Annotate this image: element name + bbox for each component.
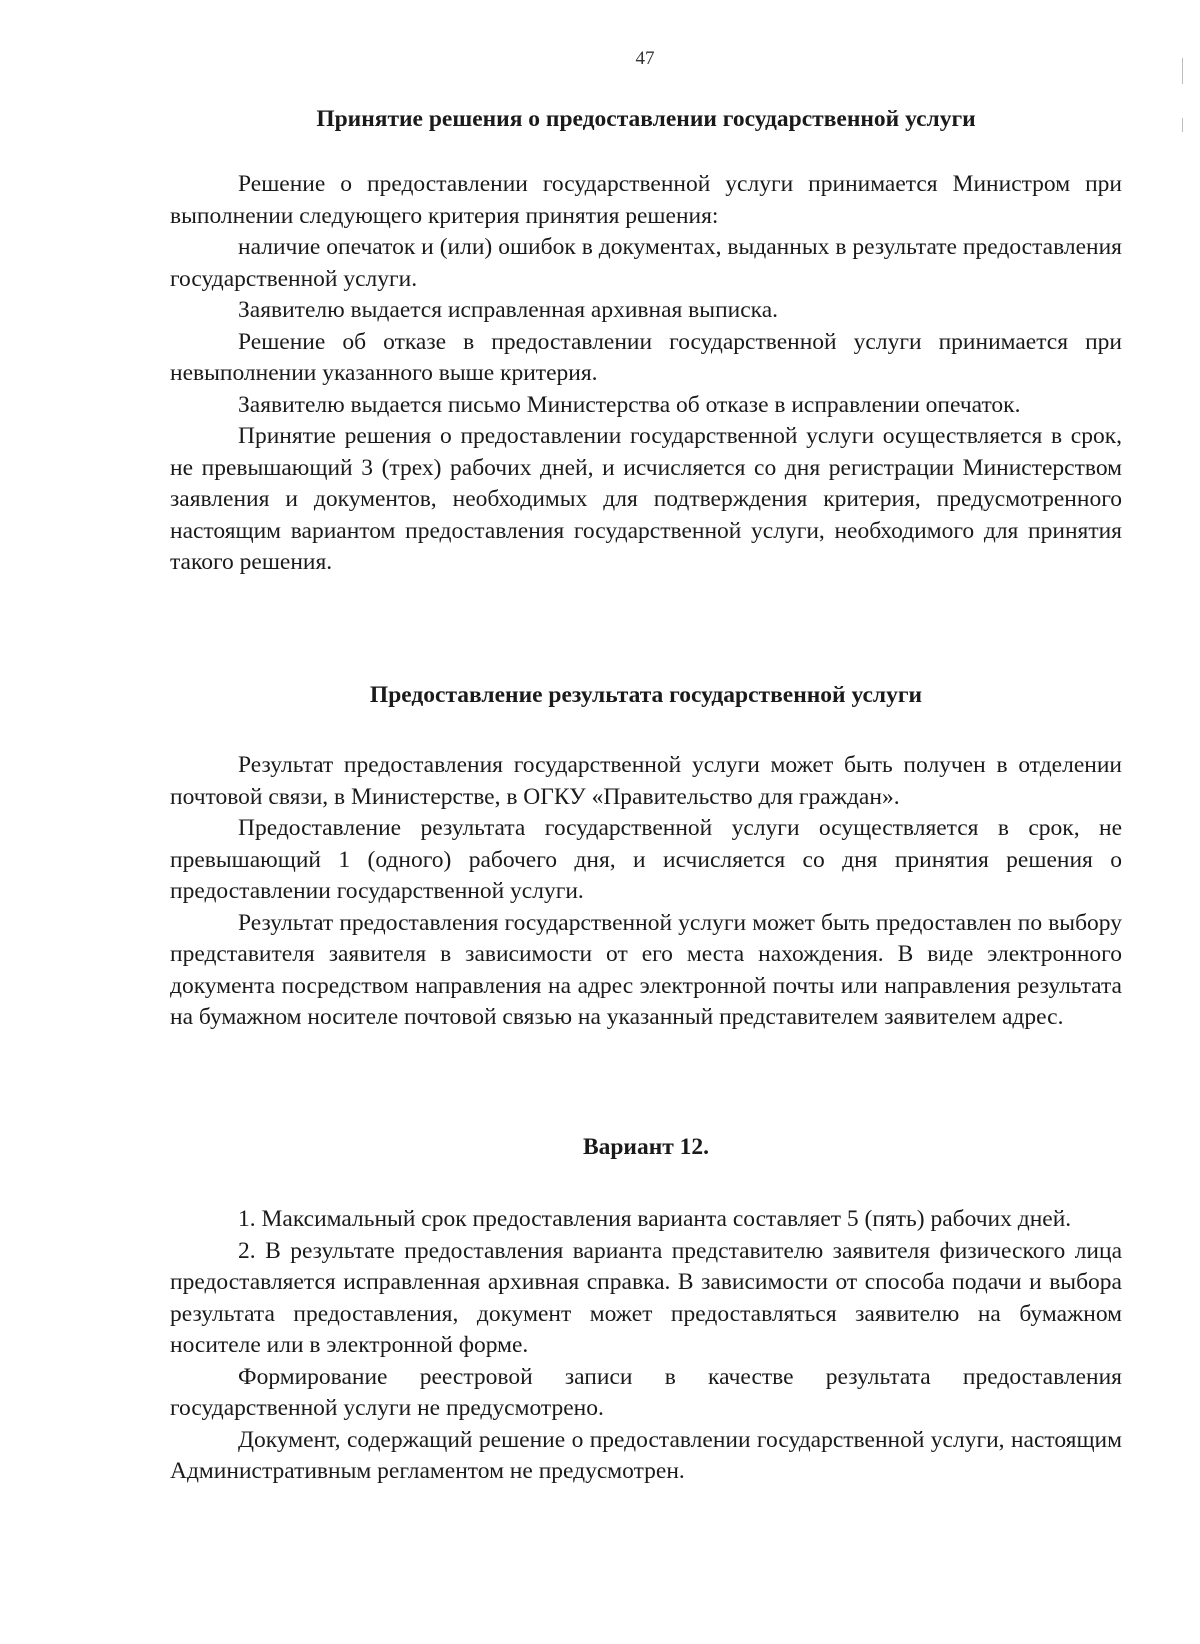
- section-body: [170, 1204, 1122, 1488]
- section-result: [170, 680, 1122, 1034]
- paragraph: Принятие решения о предоставлении государственной услуги осуществляется в срок, не превышающий 3 (трех) рабочих дней, и исчисляется со дня регистрации Министерством заявления и документов, необходимых для подтверждения критерия, предусмотренного настоящим вариантом предоставления государственной услуги, необходимого для принятия такого решения.: [170, 423, 1122, 575]
- scan-edge-mark: [1182, 118, 1183, 132]
- section-body: [170, 750, 1122, 1034]
- paragraph: Решение о предоставлении государственной услуги принимается Министром при выполнении следующего критерия принятия решения:: [170, 171, 1122, 229]
- paragraph: Заявителю выдается письмо Министерства об отказе в исправлении опечаток.: [238, 391, 1021, 418]
- paragraph: Формирование реестровой записи в качестве результата предоставления государственной услуги не предусмотрено.: [170, 1363, 1122, 1421]
- paragraph: Решение об отказе в предоставлении государственной услуги принимается при невыполнении указанного выше критерия.: [170, 328, 1122, 386]
- page-number: 47: [635, 48, 655, 69]
- section-body: [170, 169, 1122, 579]
- paragraph: наличие опечаток и (или) ошибок в документах, выданных в результате предоставления государственной услуги.: [170, 234, 1122, 292]
- paragraph: Результат предоставления государственной услуги может быть предоставлен по выбору представителя заявителя в зависимости от его места нахождения. В виде электронного документа посредством направления на адрес электронной почты или направления результата на бумажном носителе почтовой связью на указанный представителем заявителем адрес.: [170, 909, 1122, 1030]
- section-heading: Вариант 12.: [582, 1134, 710, 1160]
- paragraph: Результат предоставления государственной услуги может быть получен в отделении почтовой связи, в Министерстве, в ОГКУ «Правительство для граждан».: [170, 752, 1122, 810]
- section-decision: [170, 104, 1122, 579]
- section-heading: Предоставление результата государственной услуги: [369, 682, 923, 708]
- section-heading: Принятие решения о предоставлении государственной услуги: [316, 106, 976, 132]
- scan-edge-mark: [1182, 58, 1183, 84]
- paragraph: Документ, содержащий решение о предоставлении государственной услуги, настоящим Административным регламентом не предусмотрен.: [170, 1426, 1122, 1484]
- paragraph: 2. В результате предоставления варианта представителю заявителя физического лица предоставляется исправленная архивная справка. В зависимости от способа подачи и выбора результата предоставления, документ может предоставляться заявителю на бумажном носителе или в электронной форме.: [170, 1237, 1122, 1358]
- section-variant-12: [170, 1132, 1122, 1488]
- paragraph: 1. Максимальный срок предоставления варианта составляет 5 (пять) рабочих дней.: [238, 1206, 1072, 1232]
- paragraph: Заявителю выдается исправленная архивная выписка.: [238, 297, 779, 323]
- paragraph: Предоставление результата государственной услуги осуществляется в срок, не превышающий 1 (одного) рабочего дня, и исчисляется со дня принятия решения о предоставлении государственной услуги.: [170, 815, 1122, 904]
